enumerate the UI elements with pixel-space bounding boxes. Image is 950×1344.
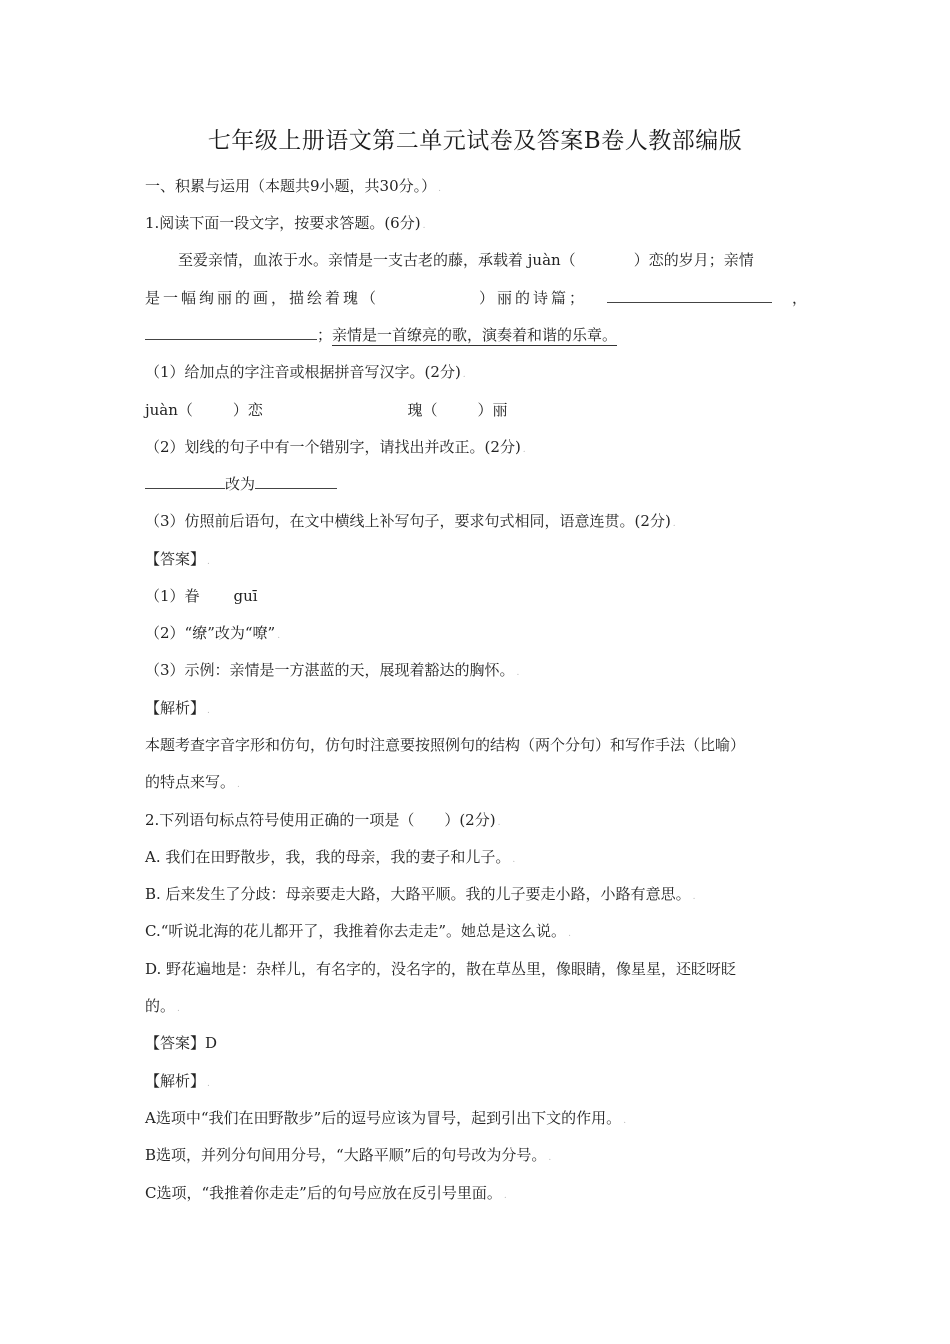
q2-option-d-line2: 的。 . [145, 997, 180, 1015]
q1-sub1-blanks: juàn（ ）恋 瑰（ ）丽 [145, 401, 508, 419]
q2-option-a: A. 我们在田野散步，我，我的母亲，我的妻子和儿子。 . [145, 848, 516, 866]
q1-answer-3: （3）示例：亲情是一方湛蓝的天，展现着豁达的胸怀。 . [145, 661, 520, 679]
underlined-sentence: 亲情是一首缭亮的歌，演奏着和谐的乐章。 [332, 326, 618, 344]
q2-option-d-line1: D. 野花遍地是：杂样儿，有名字的，没名字的，散在草丛里，像眼睛，像星星，还眨呀眨 [145, 960, 737, 978]
fill-blank-3[interactable] [145, 474, 225, 489]
q1-analysis-line2: 的特点来写。 . [145, 773, 240, 791]
q1-passage-line3: ；亲情是一首缭亮的歌，演奏着和谐的乐章。 [145, 325, 617, 345]
fill-blank-4[interactable] [255, 474, 337, 489]
q1-sub1: （1）给加点的字注音或根据拼音写汉字。(2分) . [145, 363, 466, 381]
q2-analysis-c: C选项，“我推着你走走”后的句号应放在反引号里面。 . [145, 1184, 507, 1202]
q2-answer: 【答案】D [145, 1034, 218, 1052]
q1-answer-2: （2）“缭”改为“嘹” . [145, 624, 281, 642]
q1-answer-label: 【答案】 . [145, 550, 210, 568]
q2-option-c: C.“听说北海的花儿都开了，我推着你去走走”。她总是这么说。 . [145, 922, 571, 940]
section-heading: 一、积累与运用（本题共9小题，共30分。） . [145, 177, 442, 195]
q1-sub2-fill: 改为 [145, 474, 337, 494]
q1-sub3: （3）仿照前后语句，在文中横线上补写句子，要求句式相同，语意连贯。(2分) . [145, 512, 676, 530]
fill-blank-2[interactable] [145, 325, 317, 340]
q2-option-b: B. 后来发生了分歧：母亲要走大路，大路平顺。我的儿子要走小路，小路有意思。 . [145, 885, 696, 903]
q1-stem: 1.阅读下面一段文字，按要求答题。(6分) . [145, 214, 426, 232]
q2-analysis-label: 【解析】 . [145, 1072, 210, 1090]
fill-blank-1[interactable] [607, 288, 772, 303]
document-title: 七年级上册语文第二单元试卷及答案B卷人教部编版 [207, 128, 743, 154]
q1-analysis-line1: 本题考查字音字形和仿句，仿句时注意要按照例句的结构（两个分句）和写作手法（比喻） [145, 736, 746, 754]
q1-passage-line2: 是一幅绚丽的画，描绘着瑰（ ）丽的诗篇； ， [145, 289, 807, 307]
q1-sub2: （2）划线的句子中有一个错别字，请找出并改正。(2分) . [145, 438, 526, 456]
q2-analysis-b: B选项，并列分句间用分号，“大路平顺”后的句号改为分号。 . [145, 1146, 552, 1164]
q1-answer-1: （1）眷 guī [145, 587, 258, 605]
q1-passage-line1: 至爱亲情，血浓于水。亲情是一支古老的藤，承载着 juàn（ ）恋的岁月；亲情 [178, 251, 754, 269]
q2-stem: 2.下列语句标点符号使用正确的一项是（ ）(2分) . [145, 811, 501, 829]
q2-analysis-a: A选项中“我们在田野散步”后的逗号应该为冒号，起到引出下文的作用。 . [145, 1109, 627, 1127]
q1-analysis-label: 【解析】 . [145, 699, 210, 717]
